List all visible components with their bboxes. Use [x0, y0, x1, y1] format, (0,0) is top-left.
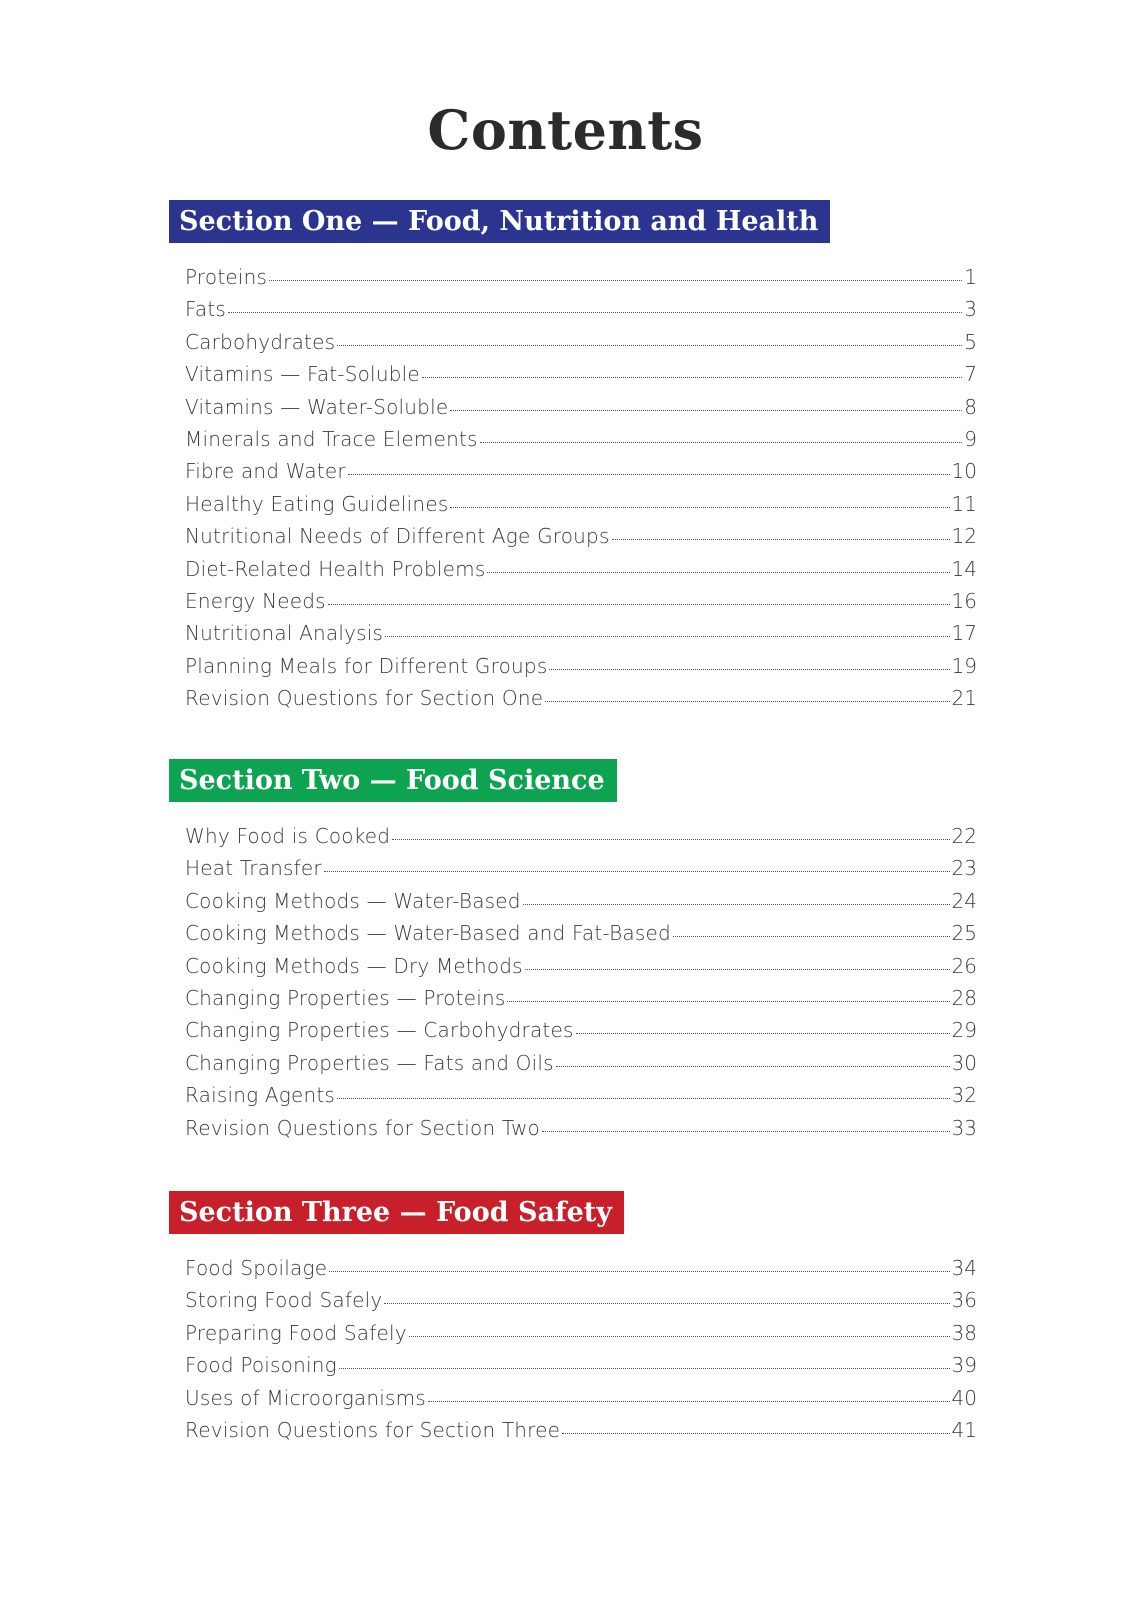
toc-entry[interactable] [185, 297, 977, 329]
toc-entry-title: Revision Questions for Section Three [185, 1417, 561, 1442]
section-two-entries [169, 824, 977, 1148]
toc-entry-title: Nutritional Needs of Different Age Groups [185, 524, 610, 549]
dot-leader [542, 1130, 950, 1132]
toc-entry[interactable] [185, 1018, 977, 1050]
toc-entry-title: Heat Transfer [185, 856, 322, 881]
dot-leader [228, 311, 962, 313]
toc-entry-title: Food Spoilage [185, 1256, 328, 1280]
toc-entry-page-number: 17 [951, 621, 977, 646]
toc-entry-page-number: 14 [951, 556, 977, 581]
dot-leader [324, 870, 950, 872]
toc-entry-page-number: 24 [951, 888, 977, 913]
section-one-entries [169, 265, 977, 718]
toc-entry-title: Cooking Methods — Dry Methods [185, 953, 523, 978]
toc-entry[interactable] [185, 921, 977, 953]
toc-entry[interactable] [185, 889, 977, 921]
dot-leader [392, 838, 949, 840]
toc-entry-page-number: 16 [951, 588, 977, 613]
toc-entry[interactable] [185, 1418, 977, 1450]
dot-leader [328, 603, 950, 605]
dot-leader [525, 968, 950, 970]
dot-leader [348, 473, 950, 475]
toc-entry[interactable] [185, 492, 977, 524]
toc-entry-page-number: 11 [951, 491, 977, 516]
toc-entry[interactable] [185, 1256, 977, 1288]
dot-leader [450, 409, 962, 411]
toc-entry-title: Nutritional Analysis [185, 621, 384, 646]
dot-leader [339, 1367, 950, 1369]
section-three-entries [169, 1256, 977, 1450]
section-two [169, 759, 977, 1148]
toc-entry[interactable] [185, 524, 977, 556]
toc-entry[interactable] [185, 1386, 977, 1418]
dot-leader [269, 279, 962, 281]
toc-entry-page-number: 21 [951, 686, 977, 711]
toc-entry-title: Fats [185, 297, 226, 322]
toc-entry-page-number: 29 [951, 1018, 977, 1043]
toc-entry[interactable] [185, 362, 977, 394]
toc-entry-page-number: 32 [951, 1083, 977, 1108]
section-one [169, 200, 977, 718]
toc-entry[interactable] [185, 1083, 977, 1115]
dot-leader [673, 935, 950, 937]
toc-entry-page-number: 40 [951, 1385, 977, 1410]
section-three [169, 1191, 977, 1450]
toc-entry-page-number: 38 [951, 1320, 977, 1345]
toc-entry[interactable] [185, 954, 977, 986]
toc-entry[interactable] [185, 589, 977, 621]
dot-leader [409, 1335, 950, 1337]
dot-leader [384, 1302, 949, 1304]
toc-entry[interactable] [185, 1288, 977, 1320]
toc-entry-page-number: 33 [951, 1115, 977, 1140]
page-title: Contents [427, 98, 704, 162]
toc-entry-title: Why Food is Cooked [185, 824, 391, 848]
dot-leader [562, 1432, 949, 1434]
dot-leader [428, 1400, 950, 1402]
toc-entry[interactable] [185, 1353, 977, 1385]
toc-entry-title: Food Poisoning [185, 1353, 337, 1378]
dot-leader [549, 668, 949, 670]
toc-entry-page-number: 3 [964, 297, 977, 322]
toc-entry-title: Healthy Eating Guidelines [185, 491, 449, 516]
dot-leader [576, 1032, 950, 1034]
toc-entry-page-number: 30 [951, 1050, 977, 1075]
toc-entry-page-number: 23 [951, 856, 977, 881]
dot-leader [337, 344, 962, 346]
dot-leader [422, 376, 962, 378]
dot-leader [480, 441, 963, 443]
toc-entry-page-number: 41 [951, 1417, 977, 1442]
section-three-heading: Section Three — Food Safety [169, 1191, 624, 1234]
toc-entry-title: Storing Food Safely [185, 1288, 383, 1313]
toc-entry[interactable] [185, 686, 977, 718]
toc-entry-page-number: 9 [964, 426, 977, 451]
toc-entry-page-number: 25 [951, 921, 977, 946]
toc-entry-title: Proteins [185, 265, 268, 289]
toc-entry-title: Revision Questions for Section Two [185, 1115, 540, 1140]
toc-entry[interactable] [185, 265, 977, 297]
toc-entry-title: Changing Properties — Proteins [185, 985, 506, 1010]
dot-leader [523, 903, 950, 905]
dot-leader [545, 700, 949, 702]
toc-entry-page-number: 7 [964, 362, 977, 387]
toc-entry-title: Minerals and Trace Elements [185, 426, 478, 451]
toc-entry[interactable] [185, 986, 977, 1018]
toc-entry[interactable] [185, 1116, 977, 1148]
toc-entry-page-number: 10 [951, 459, 977, 484]
toc-entry[interactable] [185, 654, 977, 686]
toc-entry-title: Changing Properties — Fats and Oils [185, 1050, 554, 1075]
toc-entry-title: Preparing Food Safely [185, 1320, 407, 1345]
toc-entry[interactable] [185, 395, 977, 427]
dot-leader [337, 1097, 950, 1099]
toc-entry[interactable] [185, 856, 977, 888]
toc-entry-title: Energy Needs [185, 588, 326, 613]
toc-entry-title: Carbohydrates [185, 329, 336, 354]
toc-entry-title: Fibre and Water [185, 459, 346, 484]
toc-entry-page-number: 34 [951, 1256, 977, 1280]
toc-entry-title: Cooking Methods — Water-Based [185, 888, 521, 913]
toc-entry-title: Cooking Methods — Water-Based and Fat-Based [185, 921, 671, 946]
toc-entry[interactable] [185, 824, 977, 856]
toc-entry-title: Raising Agents [185, 1083, 336, 1108]
dot-leader [450, 506, 949, 508]
toc-entry-page-number: 22 [951, 824, 977, 848]
toc-entry-page-number: 36 [951, 1288, 977, 1313]
dot-leader [385, 635, 949, 637]
toc-entry-page-number: 5 [964, 329, 977, 354]
toc-entry-page-number: 39 [951, 1353, 977, 1378]
toc-entry-title: Planning Meals for Different Groups [185, 653, 548, 678]
toc-entry-title: Vitamins — Fat-Soluble [185, 362, 420, 387]
dot-leader [329, 1270, 949, 1272]
toc-entry[interactable] [185, 459, 977, 491]
dot-leader [556, 1065, 950, 1067]
dot-leader [487, 571, 949, 573]
toc-entry[interactable] [185, 621, 977, 653]
toc-entry[interactable] [185, 557, 977, 589]
toc-entry-page-number: 8 [964, 394, 977, 419]
section-two-heading: Section Two — Food Science [169, 759, 617, 802]
toc-entry-page-number: 1 [964, 265, 977, 289]
toc-entry-page-number: 19 [951, 653, 977, 678]
dot-leader [507, 1000, 949, 1002]
toc-entry-page-number: 26 [951, 953, 977, 978]
toc-entry-title: Vitamins — Water-Soluble [185, 394, 449, 419]
dot-leader [612, 538, 950, 540]
toc-entry-title: Revision Questions for Section One [185, 686, 544, 711]
toc-entry[interactable] [185, 330, 977, 362]
section-one-heading: Section One — Food, Nutrition and Health [169, 200, 830, 243]
toc-entry[interactable] [185, 427, 977, 459]
toc-entry[interactable] [185, 1051, 977, 1083]
toc-entry-title: Diet-Related Health Problems [185, 556, 486, 581]
toc-entry-title: Changing Properties — Carbohydrates [185, 1018, 574, 1043]
toc-entry-title: Uses of Microorganisms [185, 1385, 426, 1410]
toc-entry[interactable] [185, 1321, 977, 1353]
toc-entry-page-number: 28 [951, 985, 977, 1010]
toc-entry-page-number: 12 [951, 524, 977, 549]
